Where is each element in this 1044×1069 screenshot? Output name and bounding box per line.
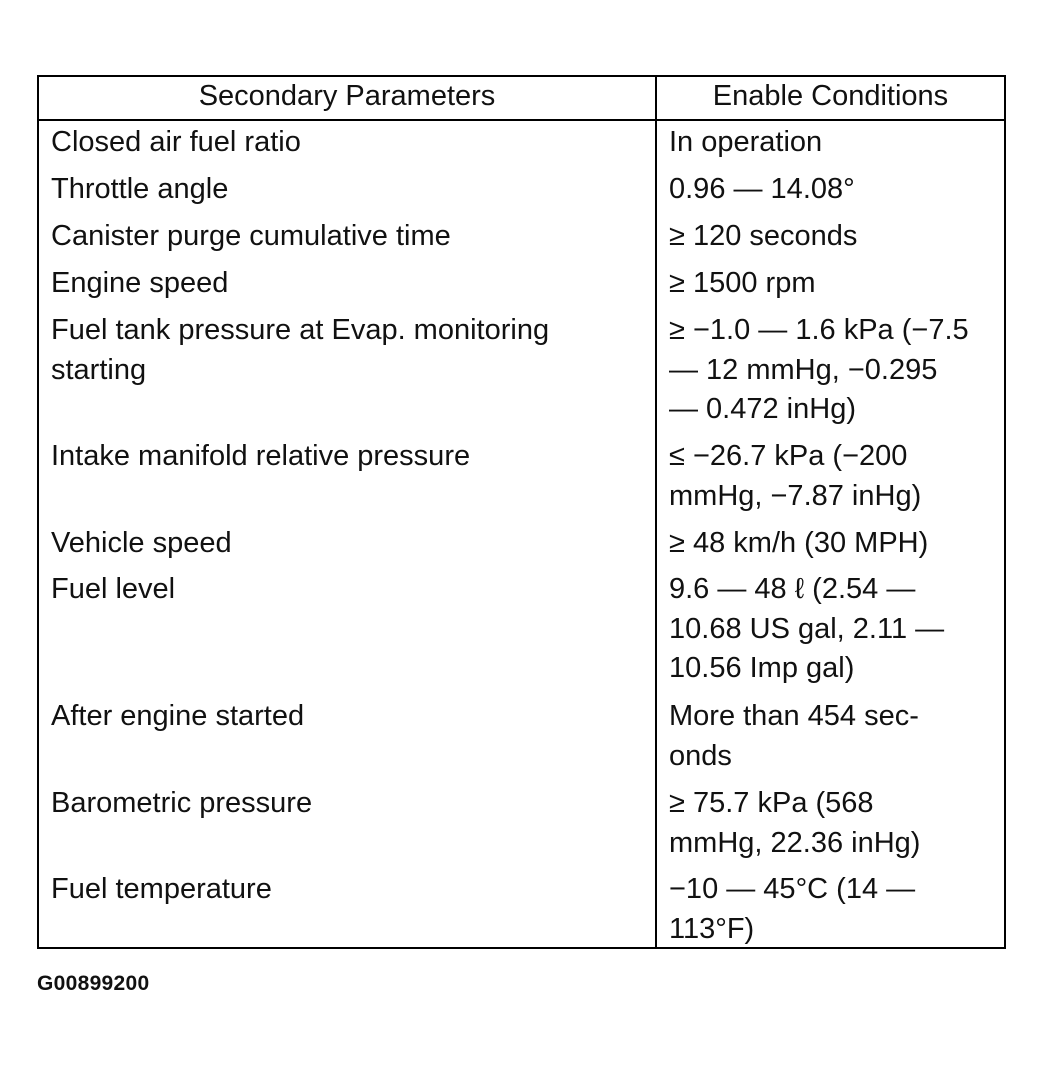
table-row-condition: ≥ −1.0 — 1.6 kPa (−7.5 — 12 mmHg, −0.295 — 0.472 inHg) (669, 314, 969, 425)
table-row-parameter: Throttle angle (51, 173, 229, 205)
figure-code: G00899200 (37, 972, 150, 995)
table-row-condition: ≥ 75.7 kPa (568 mmHg, 22.36 inHg) (669, 787, 921, 859)
header-enable-conditions: Enable Conditions (712, 80, 949, 112)
table-row-parameter: Engine speed (51, 267, 229, 299)
table-header-row (39, 77, 1004, 121)
table-row-parameter: Fuel tank pressure at Evap. monitoring starting (51, 314, 550, 386)
column-divider (655, 77, 657, 947)
table-row-parameter: Intake manifold relative pressure (51, 440, 471, 472)
header-secondary-parameters: Secondary Parameters (198, 80, 496, 112)
table-row-condition: ≥ 1500 rpm (669, 267, 816, 299)
table-row-condition: 0.96 — 14.08° (669, 173, 855, 205)
enable-conditions-table (37, 75, 1006, 949)
table-row-parameter: Closed air fuel ratio (51, 126, 301, 158)
table-row-parameter: Vehicle speed (51, 527, 232, 559)
table-row-condition: −10 — 45°C (14 — 113°F) (669, 873, 916, 945)
table-row-parameter: Barometric pressure (51, 787, 313, 819)
table-row-condition: 9.6 — 48 ℓ (2.54 — 10.68 US gal, 2.11 — 10.56 Imp gal) (669, 573, 945, 684)
table-row-condition: More than 454 sec- onds (669, 700, 919, 772)
table-row-parameter: Canister purge cumulative time (51, 220, 451, 252)
table-row-condition: ≥ 120 seconds (669, 220, 858, 252)
table-row-parameter: Fuel temperature (51, 873, 272, 905)
table-row-parameter: Fuel level (51, 573, 176, 605)
table-row-condition: ≥ 48 km/h (30 MPH) (669, 527, 929, 559)
table-row-parameter: After engine started (51, 700, 305, 732)
table-row-condition: In operation (669, 126, 823, 158)
table-row-condition: ≤ −26.7 kPa (−200 mmHg, −7.87 inHg) (669, 440, 922, 512)
